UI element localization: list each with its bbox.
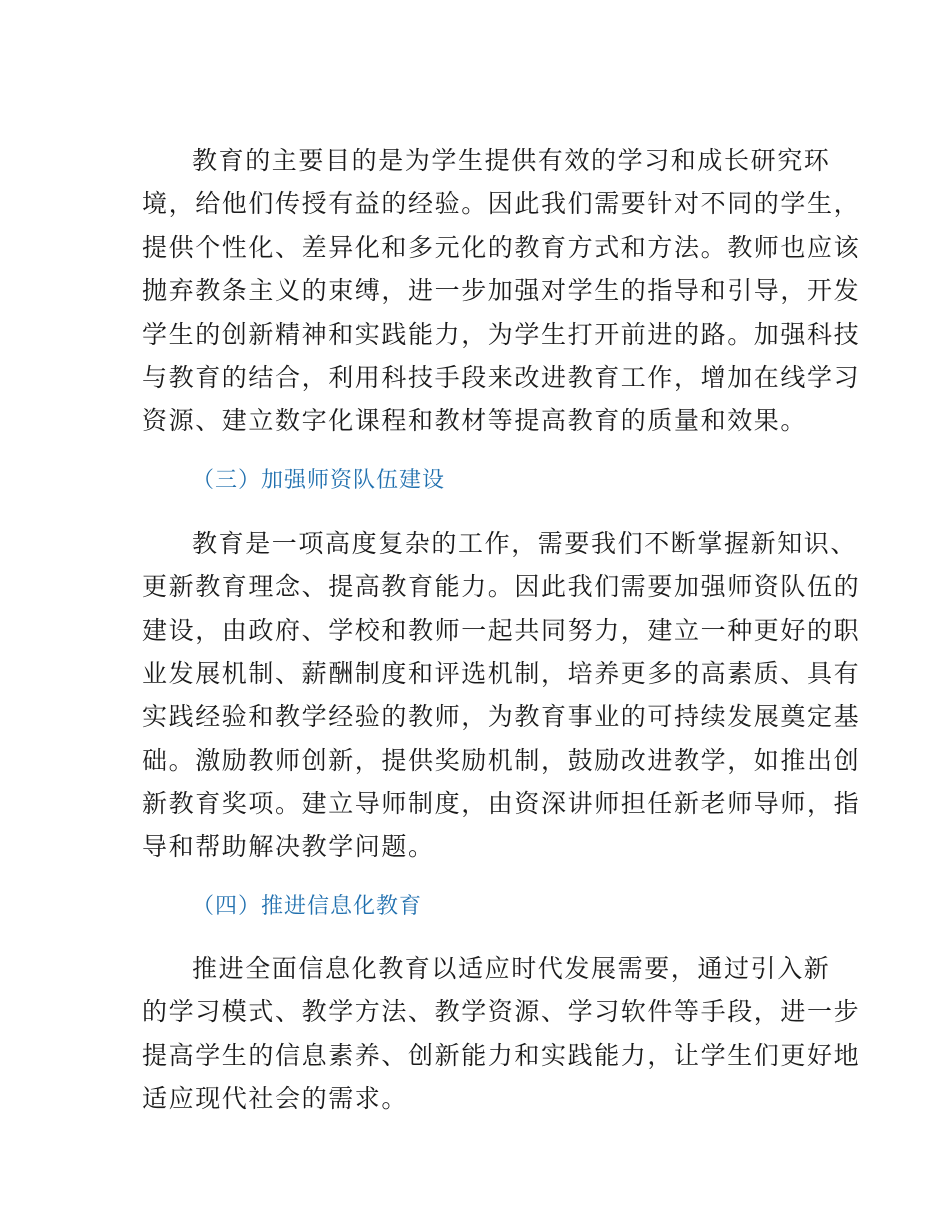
paragraph-1-line-3: 提供个性化、差异化和多元化的教育方式和方法。教师也应该 [142, 233, 861, 262]
paragraph-1-line-7: 资源、建立数字化课程和教材等提高教育的质量和效果。 [142, 406, 808, 435]
paragraph-3-line-2: 的学习模式、教学方法、教学资源、学习软件等手段，进一步 [142, 997, 861, 1026]
paragraph-3-line-4: 适应现代社会的需求。 [142, 1084, 409, 1113]
paragraph-2-line-1: 教育是一项高度复杂的工作，需要我们不断掌握新知识、 [192, 529, 858, 558]
section-heading-3: （三）加强师资队伍建设 [192, 468, 446, 493]
paragraph-1-line-2: 境，给他们传授有益的经验。因此我们需要针对不同的学生， [142, 189, 861, 218]
paragraph-1-line-5: 学生的创新精神和实践能力，为学生打开前进的路。加强科技 [142, 320, 861, 349]
paragraph-1-line-4: 抛弃教条主义的束缚，进一步加强对学生的指导和引导，开发 [142, 276, 861, 305]
paragraph-2-line-3: 建设，由政府、学校和教师一起共同努力，建立一种更好的职 [142, 616, 861, 645]
paragraph-2-line-8: 导和帮助解决教学问题。 [142, 832, 435, 861]
paragraph-3-line-1: 推进全面信息化教育以适应时代发展需要，通过引入新 [192, 954, 831, 983]
paragraph-2-line-6: 础。激励教师创新，提供奖励机制，鼓励改进教学，如推出创 [142, 746, 861, 775]
paragraph-2-line-7: 新教育奖项。建立导师制度，由资深讲师担任新老师导师，指 [142, 789, 861, 818]
paragraph-2-line-5: 实践经验和教学经验的教师，为教育事业的可持续发展奠定基 [142, 702, 861, 731]
paragraph-2-line-2: 更新教育理念、提高教育能力。因此我们需要加强师资队伍的 [142, 572, 861, 601]
section-heading-4: （四）推进信息化教育 [192, 894, 423, 919]
paragraph-1-line-1: 教育的主要目的是为学生提供有效的学习和成长研究环 [192, 146, 831, 175]
paragraph-2-line-4: 业发展机制、薪酬制度和评选机制，培养更多的高素质、具有 [142, 659, 861, 688]
paragraph-1-line-6: 与教育的结合，利用科技手段来改进教育工作，增加在线学习 [142, 363, 861, 392]
paragraph-3-line-3: 提高学生的信息素养、创新能力和实践能力，让学生们更好地 [142, 1041, 861, 1070]
